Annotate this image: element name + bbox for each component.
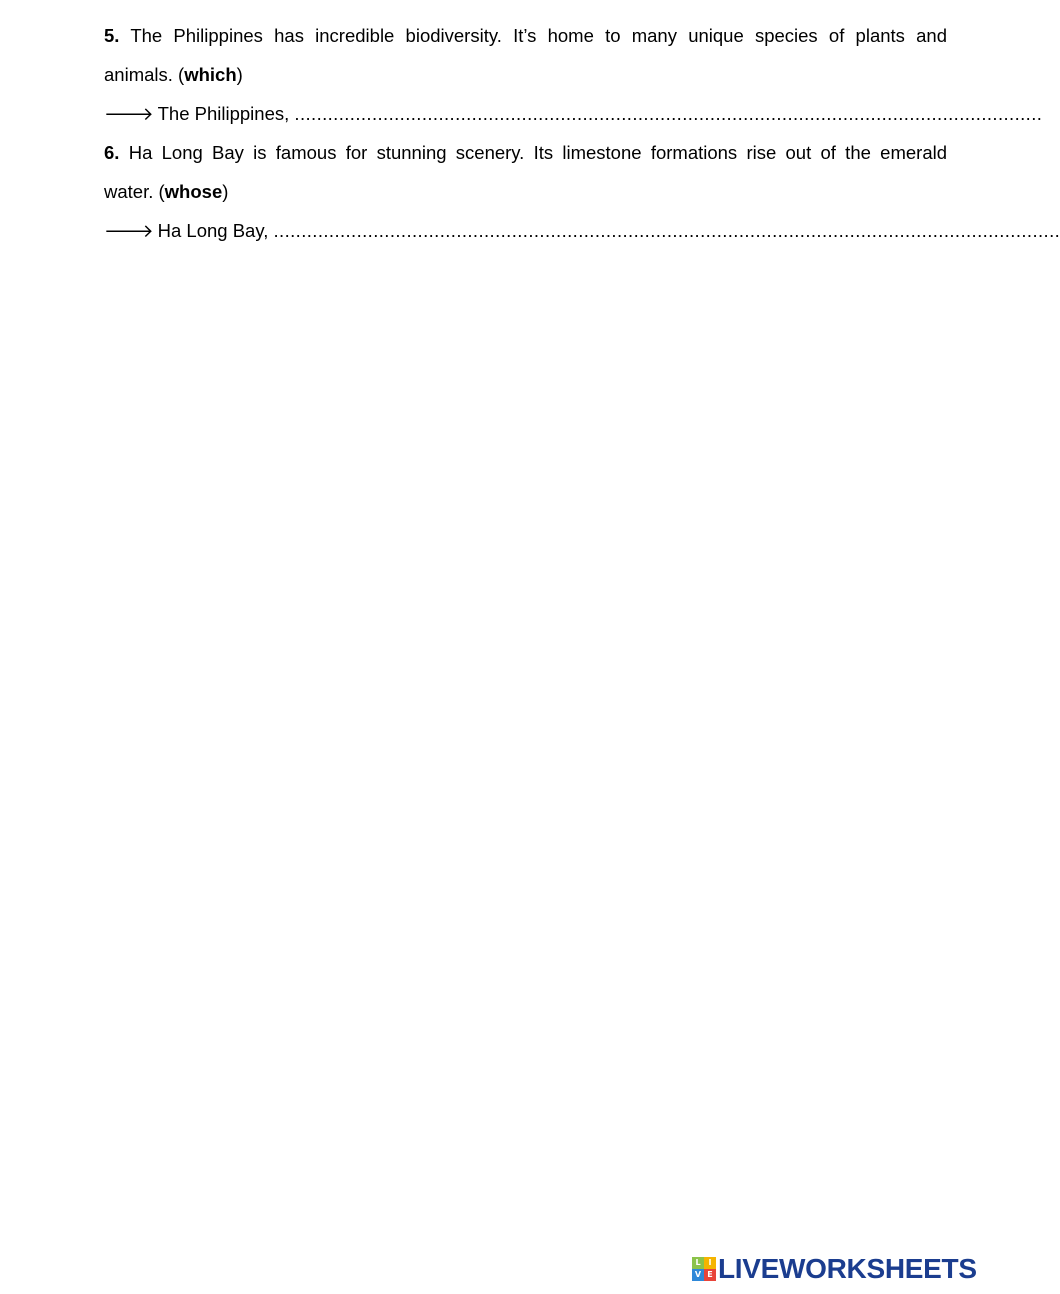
liveworksheets-logo (692, 1254, 977, 1284)
question-5-line-2-text: animals. ( (104, 64, 185, 85)
question-6-text: Ha Long Bay is famous for stunning scenery. Its limestone formations rise out of the emerald (128, 142, 948, 163)
logo-mark-letter: L (692, 1257, 704, 1269)
answer-6-prefix: Ha Long Bay, (157, 220, 274, 241)
question-5 (104, 16, 947, 94)
question-5-line-1 (104, 16, 947, 55)
answer-5-blank[interactable]: ....................................................................................................................................... (294, 103, 1043, 124)
question-6 (104, 133, 947, 211)
question-6-number: 6. (104, 142, 120, 163)
question-6-keyword: whose (164, 181, 223, 202)
answer-line-5[interactable] (104, 94, 1043, 133)
logo-mark-letter: I (704, 1257, 716, 1269)
question-5-number: 5. (104, 25, 120, 46)
question-6-line-2 (104, 172, 947, 211)
question-5-text: The Philippines has incredible biodiversity. It’s home to many unique species of plants and (130, 25, 947, 46)
right-arrow-icon: 🡒 (104, 220, 154, 241)
answer-5-prefix: The Philippines, (157, 103, 295, 124)
question-6-line-2-text: water. ( (104, 181, 165, 202)
question-5-line-2 (104, 55, 947, 94)
logo-mark-letter: V (692, 1269, 704, 1281)
answer-6-blank[interactable]: .............................................................................................................................................. (273, 220, 1060, 241)
right-arrow-icon: 🡒 (104, 103, 154, 124)
answer-line-6[interactable] (104, 211, 1060, 250)
question-5-keyword: which (184, 64, 237, 85)
question-6-close-paren: ) (222, 181, 229, 202)
question-5-close-paren: ) (236, 64, 243, 85)
liveworksheets-logo-text: LIVEWORKSHEETS (718, 1253, 977, 1284)
question-6-line-1 (104, 133, 947, 172)
liveworksheets-logo-icon (692, 1257, 716, 1281)
logo-mark-letter: E (704, 1269, 716, 1281)
